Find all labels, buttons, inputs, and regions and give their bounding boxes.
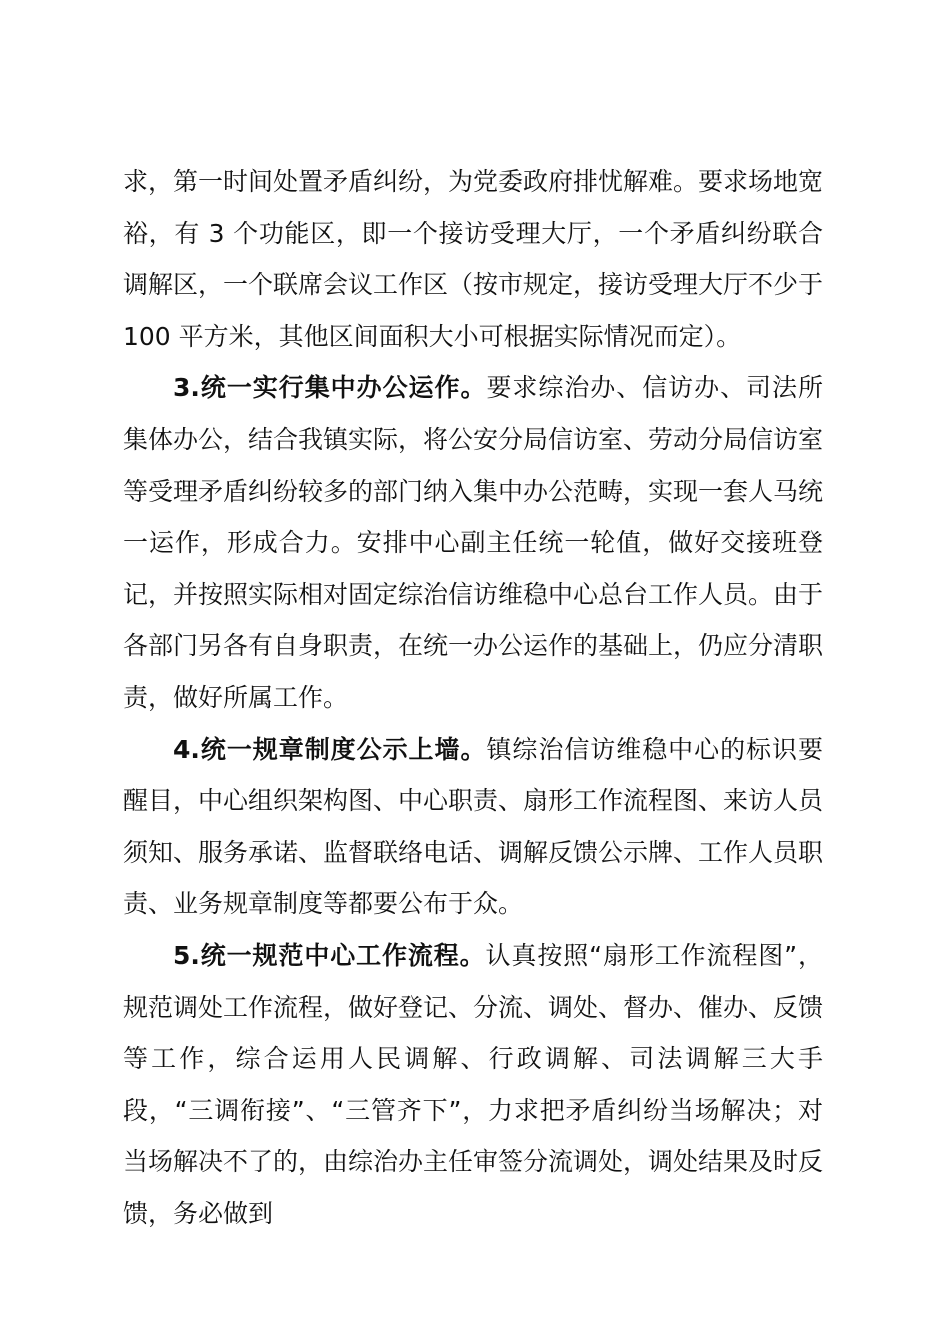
paragraph-heading: 4.统一规章制度公示上墙。: [173, 734, 487, 764]
document-body: [123, 156, 823, 1239]
paragraph-item-3: [123, 362, 823, 723]
paragraph-continued: [123, 156, 823, 362]
paragraph-text: 认真按照“扇形工作流程图”，规范调处工作流程，做好登记、分流、调处、督办、催办、反馈等工作，综合运用人民调解、行政调解、司法调解三大手段，“三调衔接”、“三管齐下”，力求把矛盾纠纷当场解决；对当场解决不了的，由综治办主任审签分流调处，调处结果及时反馈，务必做到: [123, 940, 824, 1228]
paragraph-heading: 5.统一规范中心工作流程。: [173, 940, 486, 970]
paragraph-text: 要求综治办、信访办、司法所集体办公，结合我镇实际，将公安分局信访室、劳动分局信访室等受理矛盾纠纷较多的部门纳入集中办公范畴，实现一套人马统一运作，形成合力。安排中心副主任统一轮值，做好交接班登记，并按照实际相对固定综治信访维稳中心总台工作人员。由于各部门另各有自身职责，在统一办公运作的基础上，仍应分清职责，做好所属工作。: [123, 373, 824, 712]
paragraph-item-4: [123, 724, 823, 930]
paragraph-text: 求，第一时间处置矛盾纠纷，为党委政府排忧解难。要求场地宽裕，有 3 个功能区，即一个接访受理大厅，一个矛盾纠纷联合调解区，一个联席会议工作区（按市规定，接访受理大厅不少于 100 平方米，其他区间面积大小可根据实际情况而定）。: [123, 167, 824, 351]
paragraph-item-5: [123, 930, 823, 1240]
paragraph-text: 镇综治信访维稳中心的标识要醒目，中心组织架构图、中心职责、扇形工作流程图、来访人员须知、服务承诺、监督联络电话、调解反馈公示牌、工作人员职责、业务规章制度等都要公布于众。: [123, 734, 824, 919]
paragraph-heading: 3.统一实行集中办公运作。: [173, 373, 487, 403]
